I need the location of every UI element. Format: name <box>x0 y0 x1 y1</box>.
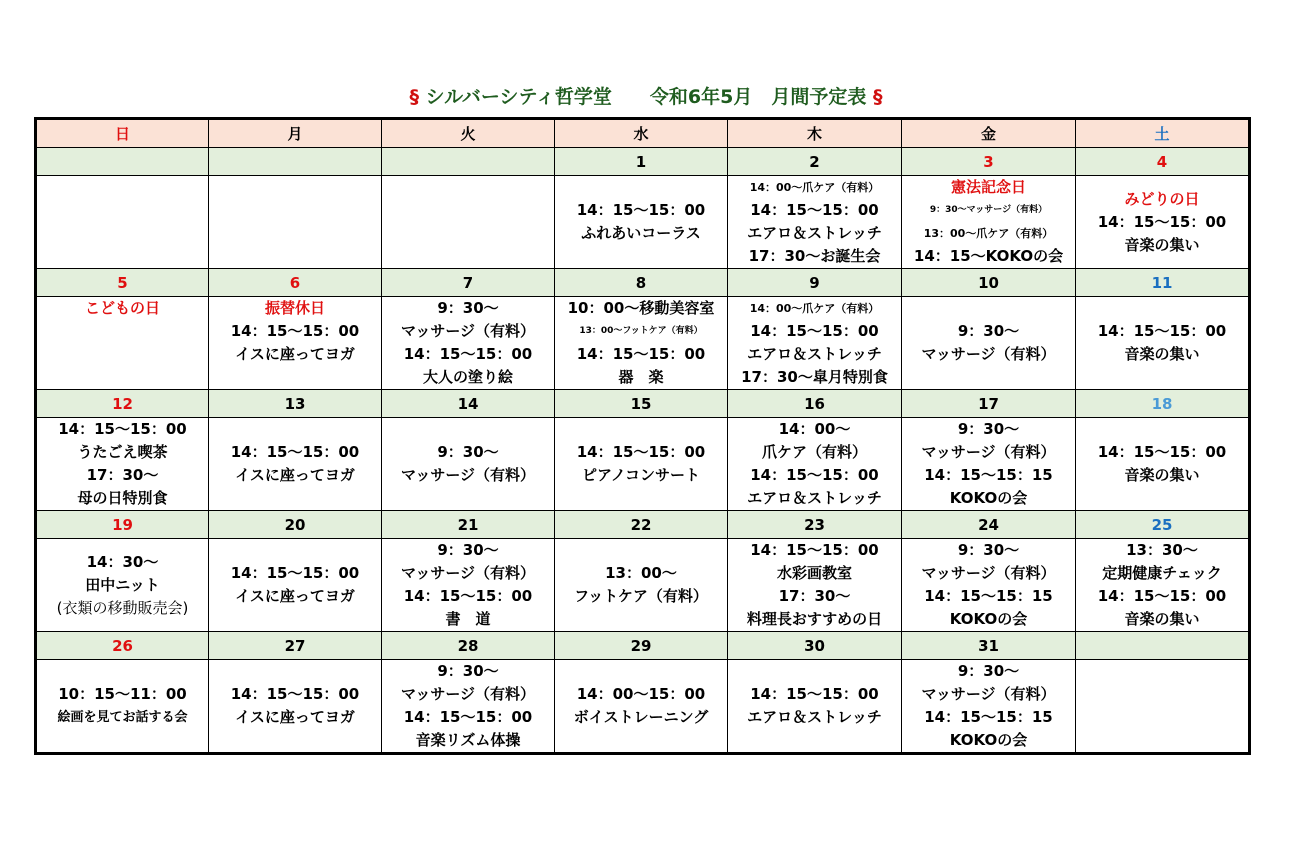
event-line: 料理長おすすめの日 <box>746 610 883 628</box>
day-events <box>36 539 209 632</box>
day-events <box>555 418 728 511</box>
day-events <box>555 297 728 390</box>
event-line: マッサージ（有料） <box>400 685 536 703</box>
event-line: 9：30～ <box>957 322 1020 340</box>
day-events <box>36 660 209 754</box>
event-line: 9：30～ <box>437 299 499 317</box>
day-number: 11 <box>1076 269 1250 297</box>
day-events <box>36 297 209 390</box>
day-number: 21 <box>382 511 555 539</box>
day-events <box>728 297 902 390</box>
event-line: 14：15～15：00 <box>230 564 360 582</box>
monthly-schedule-table <box>34 117 1251 755</box>
day-events <box>1076 176 1250 269</box>
day-events <box>382 660 555 754</box>
event-line: 定期健康チェック <box>1102 564 1222 582</box>
weekday-sunday: 日 <box>36 119 209 148</box>
event-line: フットケア（有料） <box>574 587 708 605</box>
holiday-label: 憲法記念日 <box>950 178 1026 196</box>
section-mark-left: § <box>409 86 420 108</box>
day-number: 28 <box>382 632 555 660</box>
event-line: 10：15～11：00 <box>58 685 187 703</box>
section-mark-right: § <box>872 86 883 108</box>
day-events <box>1076 297 1250 390</box>
day-events <box>209 297 382 390</box>
event-line: エアロ＆ストレッチ <box>747 224 882 242</box>
day-events <box>728 539 902 632</box>
day-events <box>36 176 209 269</box>
event-line: 14：15～15：00 <box>1097 322 1227 340</box>
day-number: 5 <box>36 269 209 297</box>
event-line: 書 道 <box>445 610 491 628</box>
event-line: 14：00～15：00 <box>576 685 706 703</box>
day-number: 7 <box>382 269 555 297</box>
event-line: (衣類の移動販売会) <box>56 598 189 617</box>
date-row <box>36 148 1250 176</box>
event-line: 14：15～15：00 <box>750 466 879 484</box>
event-line: マッサージ（有料） <box>400 466 536 484</box>
day-number: 15 <box>555 390 728 418</box>
weekday-thursday: 木 <box>728 119 902 148</box>
day-number: 25 <box>1076 511 1250 539</box>
event-line: 17：30～ <box>778 587 851 605</box>
day-number: 12 <box>36 390 209 418</box>
event-line: イスに座ってヨガ <box>235 587 355 605</box>
event-line: 13：30～ <box>1126 541 1198 559</box>
event-line: 14：15～15：00 <box>1097 587 1227 605</box>
day-number: 22 <box>555 511 728 539</box>
event-line: マッサージ（有料） <box>400 322 536 340</box>
event-line: KOKOの会 <box>949 489 1028 507</box>
day-number: 4 <box>1076 148 1250 176</box>
events-row <box>36 176 1250 269</box>
day-events <box>209 418 382 511</box>
event-line: 14：15～15：00 <box>403 708 533 726</box>
day-number: 16 <box>728 390 902 418</box>
day-events <box>902 418 1076 511</box>
day-events <box>1076 660 1250 754</box>
weekday-header-row <box>36 119 1250 148</box>
day-events <box>555 176 728 269</box>
event-line: 9：30～ <box>437 443 499 461</box>
day-number: 31 <box>902 632 1076 660</box>
event-line: エアロ＆ストレッチ <box>747 708 882 726</box>
event-line: 音楽の集い <box>1124 345 1200 363</box>
page-title <box>0 80 1292 114</box>
day-number: 10 <box>902 269 1076 297</box>
event-line: 14：15～15：15 <box>924 466 1053 484</box>
event-line: 音楽の集い <box>1124 235 1200 254</box>
event-line: 母の日特別食 <box>77 489 168 507</box>
weekday-saturday: 土 <box>1076 119 1250 148</box>
day-number: 8 <box>555 269 728 297</box>
day-number: 17 <box>902 390 1076 418</box>
date-row <box>36 632 1250 660</box>
event-line: 音楽の集い <box>1124 610 1200 628</box>
event-line: 14：15～KOKOの会 <box>913 247 1064 265</box>
events-row <box>36 539 1250 632</box>
event-line: イスに座ってヨガ <box>235 466 355 484</box>
day-events <box>728 418 902 511</box>
event-line: イスに座ってヨガ <box>235 345 355 363</box>
event-line: 9：30～ <box>957 420 1020 438</box>
event-line: うたごえ喫茶 <box>77 443 168 461</box>
event-line: KOKOの会 <box>949 731 1028 749</box>
event-line: 13：00～爪ケア（有料） <box>923 227 1054 240</box>
date-row <box>36 269 1250 297</box>
day-events <box>728 176 902 269</box>
day-number: 14 <box>382 390 555 418</box>
event-line: 9：30～ <box>437 541 499 559</box>
event-line: 14：15～15：00 <box>403 587 533 605</box>
day-number: 20 <box>209 511 382 539</box>
day-events <box>728 660 902 754</box>
event-line: マッサージ（有料） <box>921 685 1056 703</box>
day-events <box>1076 539 1250 632</box>
event-line: 14：15～15：15 <box>924 708 1053 726</box>
day-events <box>555 539 728 632</box>
event-line: 14：15～15：00 <box>750 541 879 559</box>
event-line: 田中ニット <box>85 575 160 594</box>
events-row <box>36 297 1250 390</box>
event-line: 14：00～爪ケア（有料） <box>749 181 880 194</box>
day-number: 19 <box>36 511 209 539</box>
event-line: 爪ケア（有料） <box>761 443 867 461</box>
title-text: シルバーシティ哲学堂 令和6年5月 月間予定表 <box>419 86 873 108</box>
event-line: 音楽の集い <box>1124 466 1200 484</box>
day-events <box>209 539 382 632</box>
day-number <box>1076 632 1250 660</box>
event-line: 17：30～皐月特別食 <box>741 368 888 386</box>
event-line: 13：00～フットケア（有料） <box>579 326 703 336</box>
day-number: 18 <box>1076 390 1250 418</box>
day-events <box>1076 418 1250 511</box>
day-events <box>209 176 382 269</box>
event-line: 14：15～15：00 <box>576 201 706 219</box>
event-line: 14：15～15：00 <box>403 345 533 363</box>
event-line: 14：15～15：00 <box>1097 443 1227 461</box>
event-line: 14：15～15：00 <box>750 201 879 219</box>
events-row <box>36 660 1250 754</box>
event-line: マッサージ（有料） <box>921 443 1056 461</box>
day-number: 27 <box>209 632 382 660</box>
event-line: 13：00～ <box>605 564 677 582</box>
event-line: 14：15～15：00 <box>58 420 187 438</box>
day-number: 29 <box>555 632 728 660</box>
event-line: ピアノコンサート <box>581 466 701 484</box>
holiday-label: みどりの日 <box>1124 189 1200 208</box>
day-events <box>36 418 209 511</box>
day-events <box>902 297 1076 390</box>
event-line: 14：15～15：00 <box>230 322 360 340</box>
event-line: 10：00～移動美容室 <box>567 299 715 317</box>
day-number: 1 <box>555 148 728 176</box>
weekday-friday: 金 <box>902 119 1076 148</box>
day-events <box>382 176 555 269</box>
event-line: 9：30～ <box>957 662 1020 680</box>
day-events <box>209 660 382 754</box>
event-line: マッサージ（有料） <box>400 564 536 582</box>
event-line: 14：30～ <box>86 552 159 571</box>
event-line: 14：15～15：00 <box>1097 212 1227 231</box>
weekday-tuesday: 火 <box>382 119 555 148</box>
day-number <box>382 148 555 176</box>
holiday-label: こどもの日 <box>84 299 160 317</box>
event-line: 17：30～お誕生会 <box>748 247 881 265</box>
event-line: 14：15～15：00 <box>230 443 360 461</box>
day-events <box>902 660 1076 754</box>
day-number: 3 <box>902 148 1076 176</box>
weekday-monday: 月 <box>209 119 382 148</box>
day-number: 2 <box>728 148 902 176</box>
event-line: 9：30～ <box>437 662 499 680</box>
day-events <box>902 176 1076 269</box>
event-line: ふれあいコーラス <box>581 224 701 242</box>
event-line: 14：15～15：00 <box>750 685 879 703</box>
day-events <box>382 539 555 632</box>
day-number: 9 <box>728 269 902 297</box>
event-line: 水彩画教室 <box>776 564 852 582</box>
day-number: 30 <box>728 632 902 660</box>
date-row <box>36 390 1250 418</box>
day-events <box>902 539 1076 632</box>
event-line: エアロ＆ストレッチ <box>747 489 882 507</box>
day-number: 24 <box>902 511 1076 539</box>
date-row <box>36 511 1250 539</box>
day-events <box>382 418 555 511</box>
event-line: 音楽リズム体操 <box>415 731 521 749</box>
event-line: 器 楽 <box>618 368 664 386</box>
day-number <box>209 148 382 176</box>
event-line: エアロ＆ストレッチ <box>747 345 882 363</box>
event-line: 14：00～爪ケア（有料） <box>749 302 880 315</box>
event-line: 14：15～15：00 <box>576 345 706 363</box>
event-line: 大人の塗り絵 <box>422 368 513 386</box>
event-line: 14：00～ <box>778 420 851 438</box>
event-line: マッサージ（有料） <box>921 345 1056 363</box>
day-number: 26 <box>36 632 209 660</box>
event-line: 9：30～マッサージ（有料） <box>929 205 1048 215</box>
event-line: 14：15～15：00 <box>230 685 360 703</box>
day-events <box>555 660 728 754</box>
event-line: マッサージ（有料） <box>921 564 1056 582</box>
event-line: 9：30～ <box>957 541 1020 559</box>
day-events <box>382 297 555 390</box>
event-line: KOKOの会 <box>949 610 1028 628</box>
event-line: ボイストレーニング <box>573 708 709 726</box>
day-number <box>36 148 209 176</box>
event-line: 絵画を見てお話する会 <box>57 710 188 725</box>
day-number: 13 <box>209 390 382 418</box>
weekday-wednesday: 水 <box>555 119 728 148</box>
day-number: 23 <box>728 511 902 539</box>
event-line: イスに座ってヨガ <box>235 708 355 726</box>
events-row <box>36 418 1250 511</box>
event-line: 14：15～15：00 <box>576 443 706 461</box>
day-number: 6 <box>209 269 382 297</box>
event-line: 17：30～ <box>86 466 159 484</box>
holiday-label: 振替休日 <box>264 299 325 317</box>
event-line: 14：15～15：00 <box>750 322 879 340</box>
event-line: 14：15～15：15 <box>924 587 1053 605</box>
